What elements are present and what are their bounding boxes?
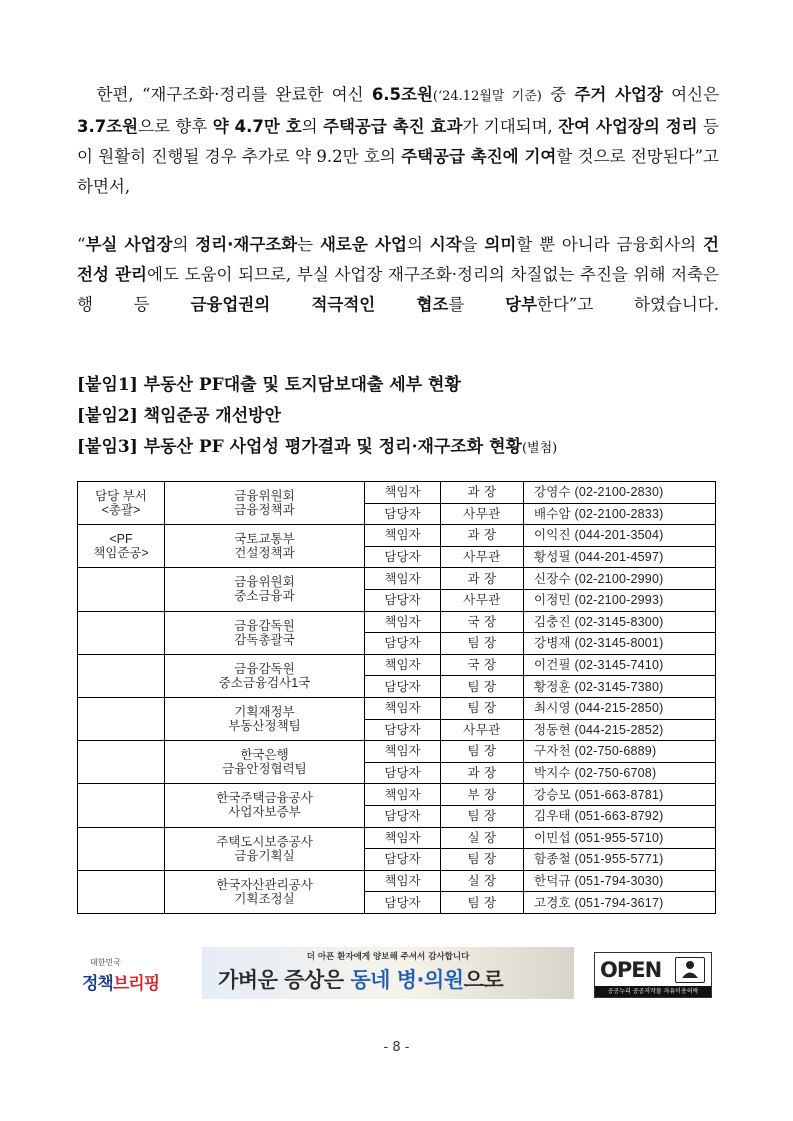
organization-name: 한국은행 (240, 748, 289, 763)
position-cell: 팀 장 (441, 676, 524, 698)
contact-cell: 김충진 (02-3145-8300) (524, 611, 716, 633)
department-cell (78, 568, 165, 611)
bold-text: 의미 (484, 235, 517, 254)
text: 중 (541, 85, 575, 104)
text: 여신은 (662, 85, 720, 104)
position-cell: 사무관 (441, 719, 524, 741)
contact-cell: 이익진 (044-201-3504) (524, 525, 716, 547)
organization-name: 감독총괄국 (234, 632, 295, 647)
position-cell: 팀 장 (441, 805, 524, 827)
organization-cell (165, 611, 365, 654)
department-label: <PF (109, 532, 133, 547)
bold-text: 주택공급 촉진에 기여 (401, 147, 557, 166)
role-cell: 책임자 (365, 784, 441, 806)
logo-text-b: 브리핑 (112, 974, 160, 994)
role-cell: 담당자 (365, 589, 441, 611)
organization-cell (165, 741, 365, 784)
position-cell: 과 장 (441, 482, 524, 504)
table-row (78, 654, 716, 676)
attachment-note: (별첨) (521, 441, 558, 456)
contact-cell: 이정민 (02-2100-2993) (524, 589, 716, 611)
role-cell: 담당자 (365, 503, 441, 525)
department-label: 책임준공> (93, 546, 149, 561)
department-cell (78, 784, 165, 827)
contact-cell: 강병재 (02-3145-8001) (524, 633, 716, 655)
role-cell: 책임자 (365, 741, 441, 763)
organization-name: 금융정책과 (234, 503, 295, 518)
organization-name: 금융감독원 (234, 661, 295, 676)
open-label: OPEN (600, 958, 662, 982)
text: “ (77, 235, 86, 254)
attachment-label: [붙임1] 부동산 PF대출 및 토지담보대출 세부 현황 (77, 375, 461, 395)
organization-cell (165, 525, 365, 568)
organization-name: 중소금융과 (234, 589, 295, 604)
position-cell: 과 장 (441, 568, 524, 590)
contact-cell: 정동현 (044-215-2852) (524, 719, 716, 741)
page-number: - 8 - (383, 1040, 410, 1055)
policy-briefing-logo (80, 957, 170, 997)
contact-cell: 강영수 (02-2100-2830) (524, 482, 716, 504)
role-cell: 책임자 (365, 654, 441, 676)
organization-name: 한국자산관리공사 (216, 877, 313, 892)
contact-cell: 황성필 (044-201-4597) (524, 546, 716, 568)
table-row (78, 697, 716, 719)
organization-name: 금융감독원 (234, 618, 295, 633)
banner-text-highlight: 동네 병·의원 (350, 968, 464, 992)
organization-name: 중소금융검사1국 (218, 675, 311, 690)
role-cell: 담당자 (365, 719, 441, 741)
organization-name: 한국주택금융공사 (216, 791, 313, 806)
position-cell: 사무관 (441, 546, 524, 568)
organization-cell (165, 870, 365, 913)
attribution-icon (675, 957, 705, 983)
organization-name: 금융위원회 (234, 575, 295, 590)
bold-text: 6.5조원 (371, 85, 433, 104)
bold-text: 정리·재구조화 (195, 235, 298, 254)
department-cell (78, 482, 165, 525)
department-cell (78, 525, 165, 568)
department-cell (78, 697, 165, 740)
organization-cell (165, 784, 365, 827)
organization-name: 건설정책과 (234, 546, 295, 561)
paragraph-2 (77, 230, 719, 320)
banner-text-a: 가벼운 증상은 (218, 968, 351, 992)
bold-text: 3.7조원 (77, 117, 139, 136)
organization-name: 금융안정협력팀 (222, 762, 307, 777)
organization-name: 금융위원회 (234, 489, 295, 504)
contact-cell: 황정훈 (02-3145-7380) (524, 676, 716, 698)
bold-text: 부실 사업장 (85, 235, 173, 254)
organization-cell (165, 827, 365, 870)
organization-cell (165, 654, 365, 697)
role-cell: 담당자 (365, 633, 441, 655)
table-row (78, 611, 716, 633)
position-cell: 팀 장 (441, 697, 524, 719)
table-row (78, 784, 716, 806)
attachment-1 (77, 372, 461, 398)
table-row (78, 870, 716, 892)
position-cell: 사무관 (441, 589, 524, 611)
contacts-table (77, 481, 716, 914)
contact-cell: 김우태 (051-663-8792) (524, 805, 716, 827)
campaign-banner (202, 947, 574, 999)
organization-cell (165, 568, 365, 611)
bold-text: 건전성 관리 (77, 235, 719, 284)
organization-name: 기획재정부 (234, 705, 295, 720)
organization-name: 부동산정책팀 (228, 719, 301, 734)
contact-cell: 박지수 (02-750-6708) (524, 762, 716, 784)
contact-cell: 고경호 (051-794-3617) (524, 892, 716, 914)
bold-text: 잔여 사업장의 정리 (558, 117, 698, 136)
role-cell: 책임자 (365, 697, 441, 719)
contact-cell: 이민섭 (051-955-5710) (524, 827, 716, 849)
open-license-badge (594, 952, 712, 998)
banner-title (218, 964, 503, 994)
date-note: (‘24.12월말 기준) (432, 89, 542, 104)
bold-text: 약 4.7만 호 (212, 117, 302, 136)
text: 한편, “재구조화·정리를 완료한 여신 (77, 85, 372, 104)
role-cell: 책임자 (365, 482, 441, 504)
table-row (78, 568, 716, 590)
text: 의 (301, 117, 324, 136)
position-cell: 실 장 (441, 870, 524, 892)
text: 를 (448, 295, 506, 314)
contact-cell: 한덕규 (051-794-3030) (524, 870, 716, 892)
role-cell: 담당자 (365, 849, 441, 871)
attachment-2 (77, 403, 281, 429)
contact-cell: 배수암 (02-2100-2833) (524, 503, 716, 525)
organization-name: 사업자보증부 (228, 805, 301, 820)
bold-text: 주택공급 촉진 효과 (323, 117, 463, 136)
position-cell: 팀 장 (441, 849, 524, 871)
position-cell: 팀 장 (441, 892, 524, 914)
logo-small-text: 대한민국 (90, 958, 121, 967)
banner-subtitle: 더 아픈 환자에게 양보해 주셔서 감사합니다 (306, 952, 470, 962)
table-row (78, 525, 716, 547)
text: 가 기대되며, (462, 117, 559, 136)
bold-text: 당부 (505, 295, 538, 314)
position-cell: 과 장 (441, 525, 524, 547)
department-cell (78, 611, 165, 654)
attachment-3 (77, 434, 557, 462)
contact-cell: 함종철 (051-955-5771) (524, 849, 716, 871)
position-cell: 팀 장 (441, 633, 524, 655)
organization-cell (165, 697, 365, 740)
contact-cell: 최시영 (044-215-2850) (524, 697, 716, 719)
position-cell: 국 장 (441, 654, 524, 676)
department-label: 담당 부서 (95, 489, 147, 504)
position-cell: 팀 장 (441, 741, 524, 763)
organization-name: 기획조정실 (234, 891, 295, 906)
text: 는 (297, 235, 320, 254)
role-cell: 담당자 (365, 892, 441, 914)
position-cell: 국 장 (441, 611, 524, 633)
open-license-text: 공공누리 공공저작물 자유이용허락 (595, 986, 711, 997)
role-cell: 책임자 (365, 870, 441, 892)
table-row (78, 827, 716, 849)
role-cell: 책임자 (365, 611, 441, 633)
bold-text: 금융업권의 적극적인 협조 (190, 295, 449, 314)
text: 의 (406, 235, 430, 254)
paragraph-1 (77, 80, 719, 202)
bold-text: 주거 사업장 (574, 85, 663, 104)
position-cell: 부 장 (441, 784, 524, 806)
text: 등이 원활히 진행될 경우 추가로 약 9.2만 호의 (77, 117, 719, 166)
contact-cell: 강승모 (051-663-8781) (524, 784, 716, 806)
table-row (78, 482, 716, 504)
role-cell: 담당자 (365, 805, 441, 827)
role-cell: 책임자 (365, 568, 441, 590)
role-cell: 담당자 (365, 676, 441, 698)
department-cell (78, 827, 165, 870)
organization-name: 국토교통부 (234, 532, 295, 547)
position-cell: 실 장 (441, 827, 524, 849)
organization-name: 주택도시보증공사 (216, 834, 313, 849)
role-cell: 담당자 (365, 762, 441, 784)
text: 한다”고 하였습니다. (537, 295, 719, 314)
banner-text-c: 으로 (463, 968, 504, 992)
position-cell: 사무관 (441, 503, 524, 525)
role-cell: 책임자 (365, 525, 441, 547)
text: 에도 도움이 되므로, 부실 사업장 재구조화·정리의 차질없는 추진을 위해 저축은행 등 (77, 265, 719, 314)
logo-main-text (82, 969, 159, 994)
text: 을 (461, 235, 485, 254)
text: 할 것으로 전망된다”고 하면서, (77, 147, 719, 196)
organization-name: 금융기획실 (234, 848, 295, 863)
contact-cell: 이건필 (02-3145-7410) (524, 654, 716, 676)
text: 으로 향후 (138, 117, 213, 136)
position-cell: 과 장 (441, 762, 524, 784)
text: 할 뿐 아니라 금융회사의 (516, 235, 704, 254)
bold-text: 새로운 사업 (319, 235, 407, 254)
department-cell (78, 870, 165, 913)
department-cell (78, 741, 165, 784)
logo-text-a: 정책 (82, 974, 113, 994)
role-cell: 담당자 (365, 546, 441, 568)
department-label: <총괄> (101, 503, 141, 518)
attachment-label: [붙임2] 책임준공 개선방안 (77, 406, 281, 426)
table-row (78, 741, 716, 763)
bold-text: 시작 (429, 235, 462, 254)
contact-cell: 구자천 (02-750-6889) (524, 741, 716, 763)
role-cell: 책임자 (365, 827, 441, 849)
attachment-label: [붙임3] 부동산 PF 사업성 평가결과 및 정리·재구조화 현황 (77, 437, 522, 457)
department-cell (78, 654, 165, 697)
organization-cell (165, 482, 365, 525)
contact-cell: 신장수 (02-2100-2990) (524, 568, 716, 590)
text: 의 (172, 235, 196, 254)
